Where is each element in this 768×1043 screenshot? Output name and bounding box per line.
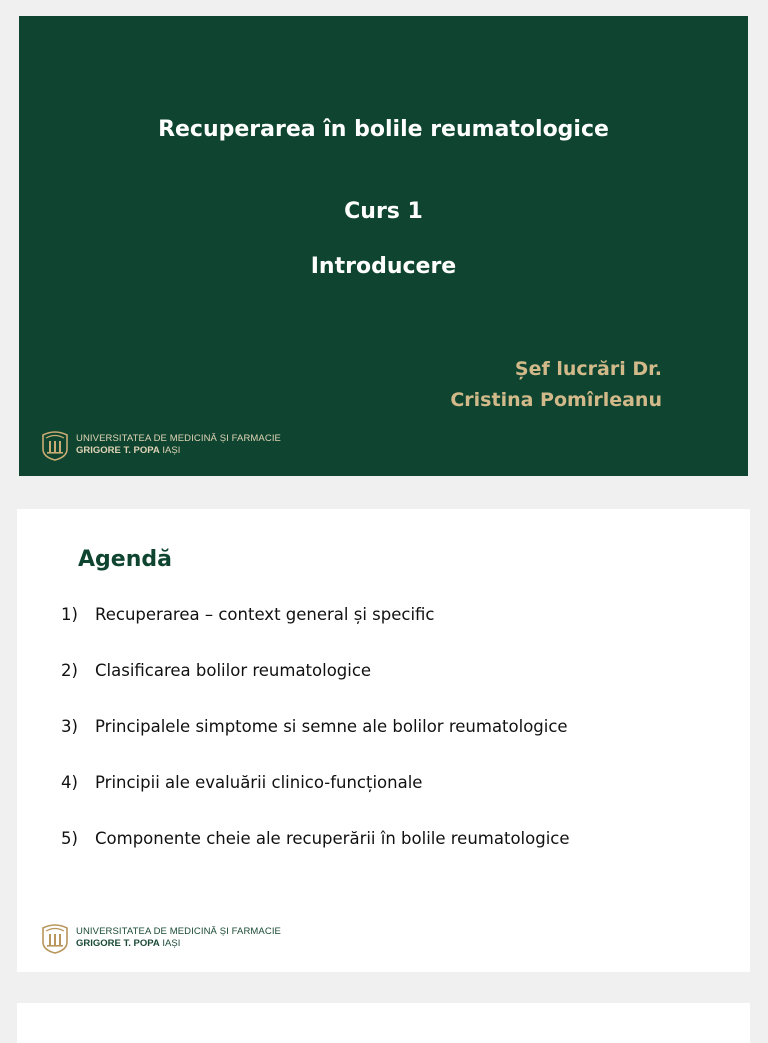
presentation-title: Recuperarea în bolile reumatologice (158, 117, 609, 142)
agenda-item-text: Componente cheie ale recuperării în bolile reumatologice (95, 829, 570, 848)
agenda-item (61, 773, 570, 829)
agenda-item-number: 1) (61, 605, 78, 624)
university-name-line2 (76, 938, 281, 950)
agenda-item (61, 605, 570, 661)
university-name-bold: GRIGORE T. POPA (76, 445, 160, 456)
course-number: Curs 1 (344, 199, 423, 224)
university-name (76, 926, 281, 950)
university-name (76, 433, 281, 457)
agenda-slide (17, 509, 750, 972)
agenda-item (61, 717, 570, 773)
university-crest-icon (41, 922, 69, 954)
university-name-line2 (76, 445, 281, 457)
agenda-item (61, 661, 570, 717)
university-crest-icon (41, 429, 69, 461)
agenda-item-number: 3) (61, 717, 78, 736)
agenda-title: Agendă (78, 547, 172, 572)
author-position: Șef lucrări Dr. (514, 358, 662, 380)
agenda-item-text: Principalele simptome si semne ale bolilor reumatologice (95, 717, 568, 736)
university-logo (41, 922, 281, 954)
agenda-item-number: 4) (61, 773, 78, 792)
university-city: IAȘI (159, 938, 181, 949)
university-logo (41, 429, 281, 461)
university-name-bold: GRIGORE T. POPA (76, 938, 160, 949)
next-slide-partial (17, 1003, 750, 1043)
university-name-line1: UNIVERSITATEA DE MEDICINĂ ȘI FARMACIE (76, 433, 281, 444)
course-subtitle: Introducere (310, 254, 457, 279)
university-city: IAȘI (159, 445, 181, 456)
agenda-list (61, 605, 570, 885)
agenda-item-number: 5) (61, 829, 78, 848)
agenda-item-text: Principii ale evaluării clinico-funcționale (95, 773, 423, 792)
agenda-item-text: Recuperarea – context general și specific (95, 605, 435, 624)
agenda-item-number: 2) (61, 661, 78, 680)
author-block (450, 354, 662, 416)
title-slide (19, 16, 748, 476)
agenda-item-text: Clasificarea bolilor reumatologice (95, 661, 372, 680)
university-name-line1: UNIVERSITATEA DE MEDICINĂ ȘI FARMACIE (76, 926, 281, 937)
agenda-item (61, 829, 570, 885)
author-name: Cristina Pomîrleanu (450, 389, 662, 411)
